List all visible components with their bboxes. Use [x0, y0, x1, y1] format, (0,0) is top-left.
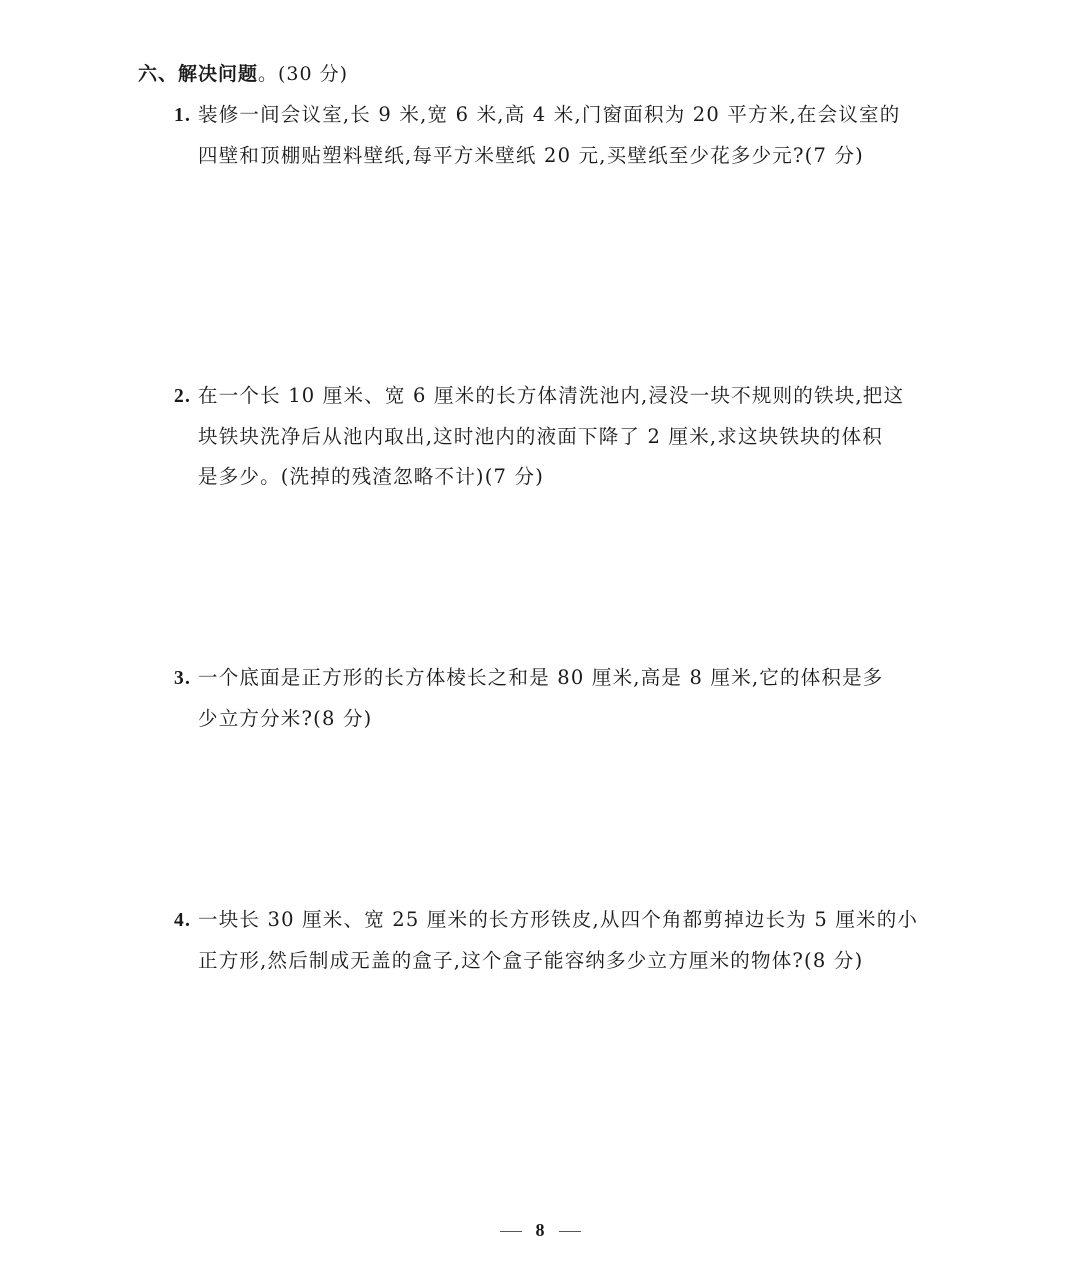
section-heading: 六、解决问题	[138, 63, 259, 85]
problem-4-text-1: 一块长 30 厘米、宽 25 厘米的长方形铁皮,从四个角都剪掉边长为 5 厘米的小	[198, 908, 919, 931]
problem-3-number: 3.	[174, 668, 192, 689]
problem-2-text-2: 块铁块洗净后从池内取出,这时池内的液面下降了 2 厘米,求这块铁块的体积	[198, 425, 883, 448]
problem-3-text-1: 一个底面是正方形的长方体棱长之和是 80 厘米,高是 8 厘米,它的体积是多	[198, 666, 884, 689]
problem-2	[174, 376, 944, 497]
page-footer	[0, 1218, 1080, 1243]
problem-1-text-1: 装修一间会议室,长 9 米,宽 6 米,高 4 米,门窗面积为 20 平方米,在会议室的	[198, 103, 901, 126]
section-score: 。(30 分)	[258, 63, 349, 85]
problem-2-number: 2.	[174, 386, 192, 407]
problem-4-text-2: 正方形,然后制成无盖的盒子,这个盒子能容纳多少立方厘米的物体?(8 分)	[198, 949, 864, 972]
problem-4-number: 4.	[174, 910, 192, 931]
problem-3-line-1	[174, 658, 944, 699]
problem-2-text-3: 是多少。(洗掉的残渣忽略不计)(7 分)	[198, 465, 545, 488]
problem-4	[174, 900, 944, 981]
footer-dash-left	[500, 1231, 522, 1232]
page-number: 8	[535, 1220, 545, 1240]
problem-1-line-1	[174, 95, 944, 136]
problem-1-number: 1.	[174, 105, 192, 126]
problem-1-text-2: 四壁和顶棚贴塑料壁纸,每平方米壁纸 20 元,买壁纸至少花多少元?(7 分)	[198, 144, 864, 167]
problem-4-line-1	[174, 900, 944, 941]
problem-1	[174, 95, 944, 176]
problem-2-line-1	[174, 376, 944, 417]
problem-2-text-1: 在一个长 10 厘米、宽 6 厘米的长方体清洗池内,浸没一块不规则的铁块,把这	[198, 384, 905, 407]
problem-3	[174, 658, 944, 739]
footer-dash-right	[559, 1231, 581, 1232]
section-title	[138, 60, 348, 88]
problem-3-text-2: 少立方分米?(8 分)	[198, 707, 373, 730]
